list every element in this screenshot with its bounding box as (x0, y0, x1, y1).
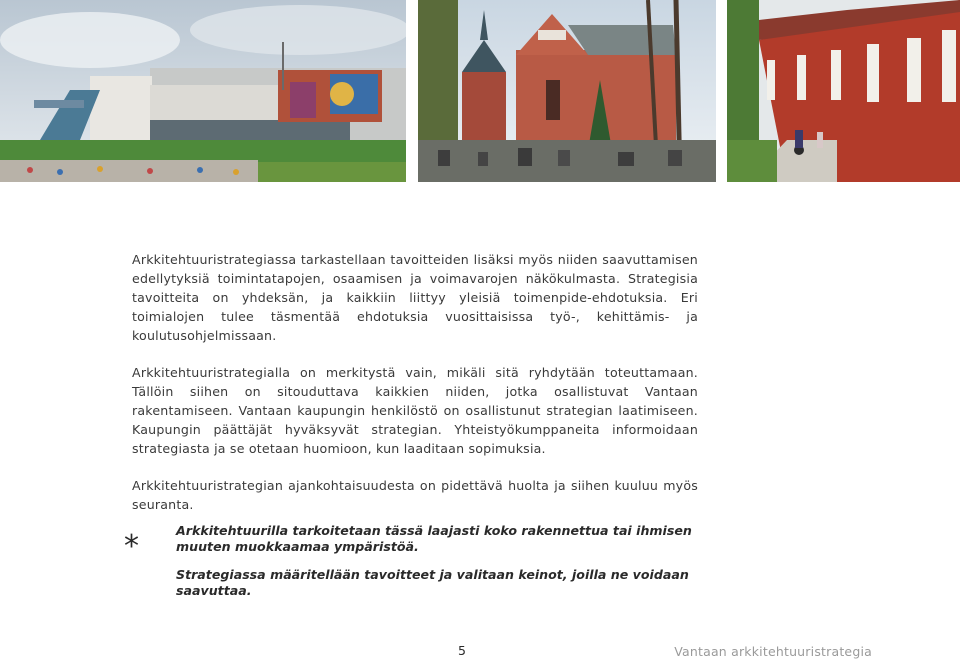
church-photo (418, 0, 716, 182)
page-number: 5 (458, 643, 466, 658)
paragraph: Arkkitehtuuristrategiassa tarkastellaan tavoitteiden lisäksi myös niiden saavuttamisen edellytyksiä toimintatapojen, osaamisen ja voimavarojen näkökulmasta. Strategisia tavoitteita on yhdeksän, ja kaikkiin liittyy yleisiä toimenpide-ehdotuksia. Eri toimialojen tulee täsmentää ehdotuksia vuosittaisissa työ-, kehittämis- ja koulutusohjelmissaan. (132, 252, 698, 343)
museum-building-photo (0, 0, 406, 182)
paragraph: Arkkitehtuuristrategialla on merkitystä vain, mikäli sitä ryhdytään toteuttamaan. Tällöin siihen on sitouduttava kaikkien niiden, jotka osallistuvat Vantaan rakentamiseen. Vantaan kaupungin henkilöstö on osallistunut strategian laatimiseen. Kaupungin päättäjät hyväksyvät strategian. Yhteistyökumppaneita informoidaan strategiasta ja se otetaan huomioon, kun laaditaan sopimuksia. (132, 365, 698, 456)
footnotes (176, 523, 716, 611)
brick-rowhouses-photo (727, 0, 960, 182)
footnote-item: Arkkitehtuurilla tarkoitetaan tässä laajasti koko rakennettua tai ihmisen muuten muokkaamaa ympäristöä. (176, 523, 692, 554)
footnote-marker: * (124, 529, 139, 564)
footnote-item: Strategiassa määritellään tavoitteet ja valitaan keinot, joilla ne voidaan saavuttaa. (176, 567, 689, 598)
running-footer-title: Vantaan arkkitehtuuristrategia (674, 644, 872, 659)
body-text (132, 250, 698, 532)
paragraph: Arkkitehtuuristrategian ajankohtaisuudesta on pidettävä huolta ja siihen kuuluu myös seuranta. (132, 478, 698, 512)
